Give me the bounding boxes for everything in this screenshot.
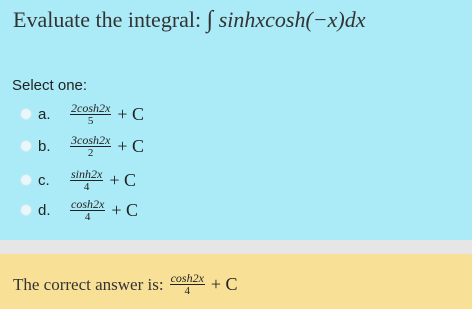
denominator: 4 [184,285,190,297]
option-letter: b. [38,137,51,155]
plus-c: + C [117,103,144,124]
plus-c: + C [109,169,137,190]
option-fraction [70,102,111,127]
option-b[interactable] [20,132,144,159]
select-one-label: Select one: [12,77,88,94]
feedback-box [0,254,472,309]
denominator: 2 [87,146,94,159]
plus-c: + C [111,199,138,220]
denominator: 5 [87,114,94,127]
numerator: 3cosh2x [71,132,111,147]
numerator: cosh2x [170,271,204,285]
option-letter: a. [38,105,51,123]
numerator: 2cosh2x [71,100,111,115]
numerator: sinh2x [71,166,103,181]
option-a[interactable] [20,100,144,127]
numerator: cosh2x [71,196,105,211]
option-d[interactable] [20,196,138,223]
plus-c: + C [210,274,238,294]
radio-c[interactable] [20,174,32,186]
answer-fraction [170,272,205,297]
question-text [13,7,366,34]
denominator: 4 [83,180,90,193]
radio-a[interactable] [20,108,32,120]
option-letter: d. [38,201,51,219]
radio-d[interactable] [20,204,32,216]
option-letter: c. [38,171,50,189]
correct-answer [13,272,238,297]
divider [0,240,472,254]
radio-b[interactable] [20,140,32,152]
option-c[interactable] [20,166,137,193]
denominator: 4 [84,210,91,223]
option-fraction [70,198,105,223]
integral-symbol: ∫ [206,7,214,33]
plus-c: + C [117,135,144,156]
option-fraction [70,168,103,193]
integral-expression: sinhxcosh(−x)dx [218,7,366,32]
correct-answer-label: The correct answer is: [13,274,164,294]
question-prefix: Evaluate the integral: [13,7,207,32]
option-fraction [70,134,111,159]
